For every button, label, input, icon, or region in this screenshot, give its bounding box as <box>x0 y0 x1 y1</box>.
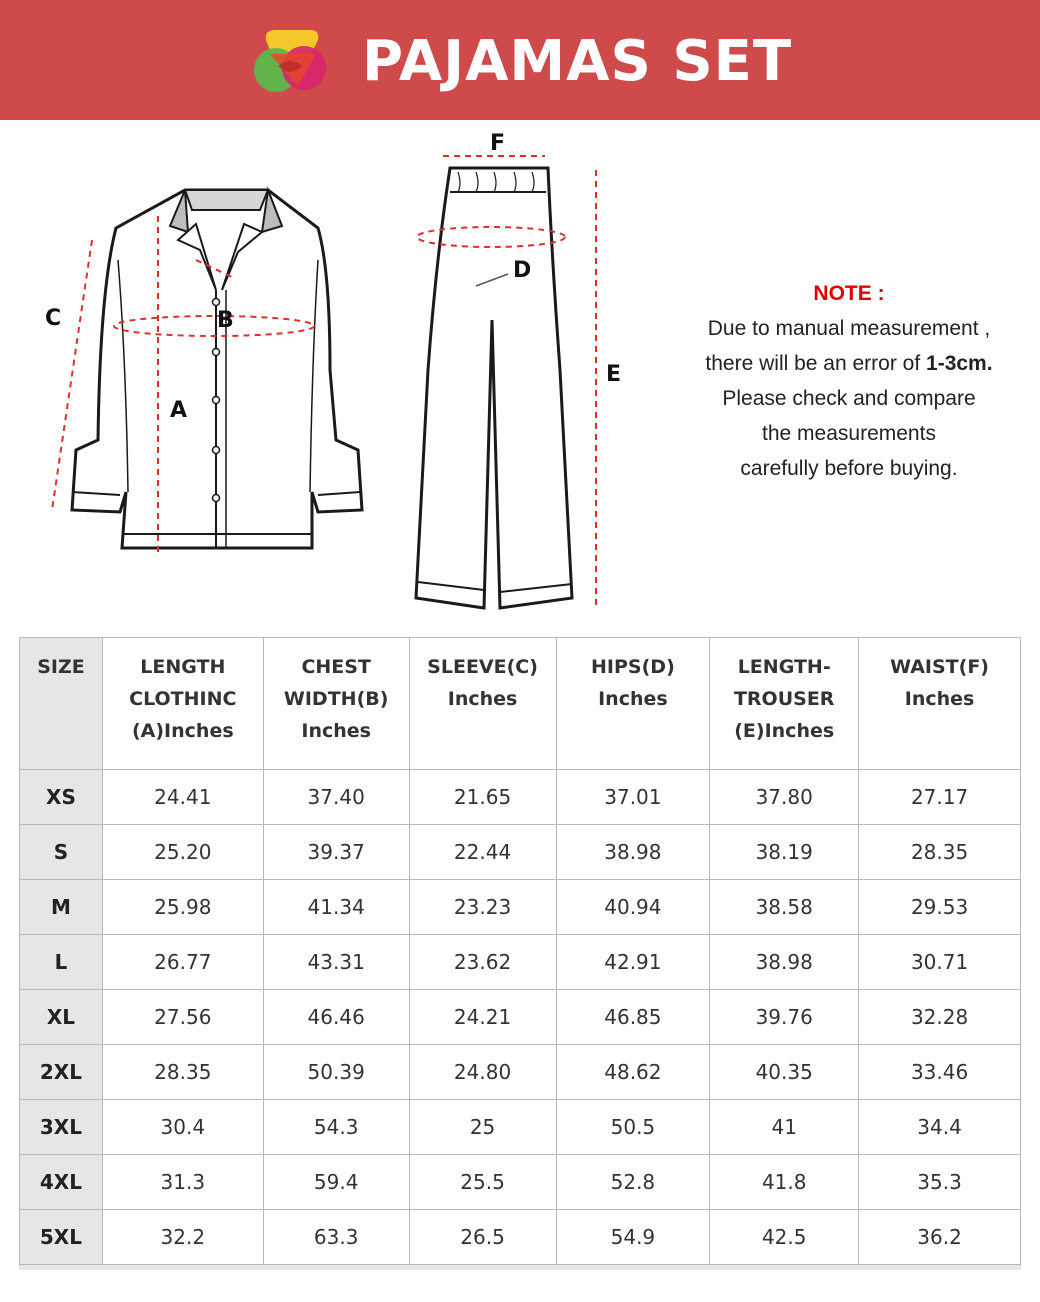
note-line-2 <box>660 346 1038 381</box>
measurement-cell: 46.46 <box>263 990 409 1045</box>
measurement-cell: 42.91 <box>556 935 710 990</box>
table-row <box>20 825 1021 880</box>
measurement-cell: 24.41 <box>102 770 263 825</box>
note-line-2-text: there will be an error of <box>705 352 927 375</box>
table-row <box>20 770 1021 825</box>
measurement-cell: 23.62 <box>409 935 556 990</box>
measurement-cell: 34.4 <box>859 1100 1021 1155</box>
column-header <box>102 638 263 770</box>
size-cell: 5XL <box>20 1210 103 1265</box>
label-length-a: A <box>170 398 188 423</box>
trousers-drawing <box>416 168 572 608</box>
measurement-cell: 50.39 <box>263 1045 409 1100</box>
column-header-line: Inches <box>598 688 668 710</box>
column-header <box>409 638 556 770</box>
shirt-drawing <box>72 190 362 548</box>
column-header-line: CHEST <box>301 656 371 678</box>
measurement-cell: 21.65 <box>409 770 556 825</box>
column-header-line: Inches <box>301 720 371 742</box>
measurement-cell: 25.5 <box>409 1155 556 1210</box>
measurement-cell: 38.98 <box>710 935 859 990</box>
column-header-line: SIZE <box>37 656 85 678</box>
measurement-cell: 41.34 <box>263 880 409 935</box>
measurement-cell: 25.98 <box>102 880 263 935</box>
table-row <box>20 935 1021 990</box>
note-line-1: Due to manual measurement , <box>707 317 991 340</box>
label-chest-b: B <box>217 308 234 333</box>
measurement-cell: 36.2 <box>859 1210 1021 1265</box>
column-header-line: CLOTHINC <box>129 688 237 710</box>
size-cell: 3XL <box>20 1100 103 1155</box>
measurement-cell: 40.94 <box>556 880 710 935</box>
measurement-cell: 50.5 <box>556 1100 710 1155</box>
measurement-cell: 63.3 <box>263 1210 409 1265</box>
measurement-cell: 46.85 <box>556 990 710 1045</box>
header-banner <box>0 0 1040 120</box>
measurement-cell: 39.76 <box>710 990 859 1045</box>
measurement-cell: 35.3 <box>859 1155 1021 1210</box>
column-header-line: WIDTH(B) <box>283 688 389 710</box>
measurement-cell: 28.35 <box>102 1045 263 1100</box>
label-hips-d: D <box>513 258 532 283</box>
column-header-line: (A)Inches <box>131 720 234 742</box>
measurement-cell: 26.5 <box>409 1210 556 1265</box>
measurement-cell: 31.3 <box>102 1155 263 1210</box>
note-error-range: 1-3cm. <box>926 352 993 375</box>
column-header-line: SLEEVE(C) <box>427 656 538 678</box>
size-cell: M <box>20 880 103 935</box>
measurement-cell: 39.37 <box>263 825 409 880</box>
table-header-row <box>20 638 1021 770</box>
measurement-cell: 24.21 <box>409 990 556 1045</box>
note-line-4: the measurements <box>762 422 936 445</box>
brand-logo-icon <box>250 26 334 102</box>
measurement-cell: 38.58 <box>710 880 859 935</box>
measurement-cell: 24.80 <box>409 1045 556 1100</box>
column-header-line: LENGTH <box>140 656 226 678</box>
size-cell: S <box>20 825 103 880</box>
label-trouser-length-e: E <box>606 362 622 387</box>
measurement-cell: 29.53 <box>859 880 1021 935</box>
column-header-line: Inches <box>904 688 975 710</box>
measurement-cell: 43.31 <box>263 935 409 990</box>
size-cell: 2XL <box>20 1045 103 1100</box>
measurement-cell: 27.56 <box>102 990 263 1045</box>
note-line-3: Please check and compare <box>722 387 976 410</box>
measurement-cell: 37.40 <box>263 770 409 825</box>
column-header <box>859 638 1021 770</box>
measurement-cell: 22.44 <box>409 825 556 880</box>
table-row <box>20 1100 1021 1155</box>
measurement-cell: 32.2 <box>102 1210 263 1265</box>
column-header <box>556 638 710 770</box>
table-row <box>20 880 1021 935</box>
size-chart-table <box>19 637 1021 1265</box>
label-waist-f: F <box>490 131 506 156</box>
column-header-line: TROUSER <box>733 688 835 710</box>
measurement-cell: 32.28 <box>859 990 1021 1045</box>
size-cell: 4XL <box>20 1155 103 1210</box>
measurement-note <box>660 276 1038 486</box>
measurement-cell: 41.8 <box>710 1155 859 1210</box>
measurement-cell: 54.9 <box>556 1210 710 1265</box>
size-cell: L <box>20 935 103 990</box>
label-sleeve-c: C <box>45 306 62 331</box>
measurement-cell: 33.46 <box>859 1045 1021 1100</box>
size-cell: XL <box>20 990 103 1045</box>
measurement-cell: 48.62 <box>556 1045 710 1100</box>
measurement-cell: 23.23 <box>409 880 556 935</box>
table-row <box>20 1210 1021 1265</box>
size-cell: XS <box>20 770 103 825</box>
measurement-cell: 37.80 <box>710 770 859 825</box>
measurement-cell: 26.77 <box>102 935 263 990</box>
column-header <box>710 638 859 770</box>
page-title: PAJAMAS SET <box>362 29 793 94</box>
column-header-line: Inches <box>447 688 518 710</box>
measurement-cell: 59.4 <box>263 1155 409 1210</box>
measurement-cell: 25 <box>409 1100 556 1155</box>
column-header-line: LENGTH- <box>737 656 831 678</box>
table-row <box>20 1045 1021 1100</box>
measurement-cell: 40.35 <box>710 1045 859 1100</box>
column-header-line: WAIST(F) <box>890 656 989 678</box>
measurement-cell: 30.4 <box>102 1100 263 1155</box>
measurement-cell: 42.5 <box>710 1210 859 1265</box>
note-line-5: carefully before buying. <box>740 457 958 480</box>
measurement-cell: 41 <box>710 1100 859 1155</box>
table-row <box>20 990 1021 1045</box>
table-row <box>20 1155 1021 1210</box>
table-body <box>20 770 1021 1265</box>
column-header <box>20 638 103 770</box>
measurement-cell: 38.98 <box>556 825 710 880</box>
measurement-cell: 37.01 <box>556 770 710 825</box>
column-header <box>263 638 409 770</box>
column-header-line: HIPS(D) <box>591 656 675 678</box>
measurement-cell: 27.17 <box>859 770 1021 825</box>
column-header-line: (E)Inches <box>734 720 835 742</box>
table-bottom-border <box>19 1265 1021 1270</box>
measurement-cell: 30.71 <box>859 935 1021 990</box>
measurement-cell: 28.35 <box>859 825 1021 880</box>
measurement-cell: 52.8 <box>556 1155 710 1210</box>
note-title: NOTE : <box>813 282 885 305</box>
measurement-cell: 38.19 <box>710 825 859 880</box>
measurement-cell: 54.3 <box>263 1100 409 1155</box>
measurement-cell: 25.20 <box>102 825 263 880</box>
